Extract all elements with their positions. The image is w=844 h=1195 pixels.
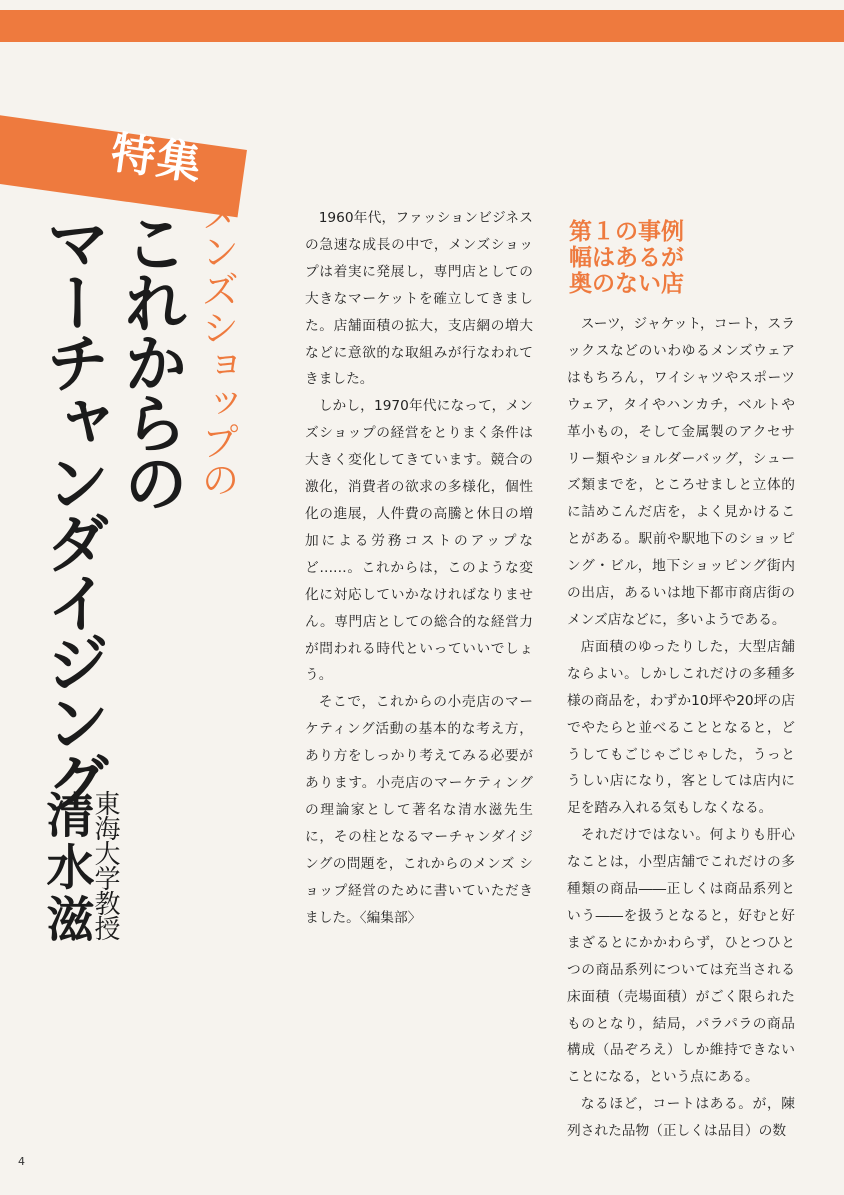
case1-heading	[569, 219, 684, 297]
title-line-1: これからの	[113, 210, 187, 510]
title-line-2: マーチャンダイジング	[35, 210, 109, 810]
case1-heading-line: 第１の事例	[569, 219, 684, 245]
body-paragraph: スーツ，ジャケット，コート，スラックスなどのいわゆるメンズウェアはもちろん，ワイシャツやスポーツウェア，タイやハンカチ，ベルトや革小もの，そして金属製のアクセサリー類やショルダーバッグ，シューズ類までを，ところせましと立体的に詰めこんだ店を，よく見かけることがある。駅前や駅地下のショッピング・ビル，地下ショッピング街内の出店，あるいは地下都市商店街のメンズ店などに，多いようである。	[567, 316, 795, 628]
body-paragraph: 店面積のゆったりした，大型店舗ならよい。しかしこれだけの多種多様の商品を，わずか10坪や20坪の店でやたらと並べることとなると，どうしてもごじゃごじゃした，うっとうしい店になり，客としては店内に足を踏み入れる気もしなくなる。	[567, 638, 795, 817]
page-number: 4	[18, 1155, 25, 1168]
lead-paragraph: 1960年代，ファッションビジネスの急速な成長の中で，メンズショップは着実に発展し，専門店としての大きなマーケットを確立してきました。店舗面積の拡大，支店網の増大などに意欲的な取組みが行なわれてきました。	[305, 210, 533, 388]
body-paragraph: なるほど，コートはある。が，陳列された品物（正しくは品目）の数	[567, 1096, 795, 1140]
lead-paragraph: しかし，1970年代になって，メンズショップの経営をとりまく条件は大きく変化してきています。競合の激化，消費者の欲求の多様化，個性化の進展，人件費の高騰と休日の増加による労務コストのアップなど……。これからは，このような変化に対応していかなければなりません。専門店としての総合的な経営力が問われる時代といっていいでしょう。	[305, 398, 533, 684]
case1-heading-line: 幅はあるが	[569, 245, 684, 271]
body-paragraph: それだけではない。何よりも肝心なことは，小型店舗でこれだけの多種類の商品――正しくは商品系列という――を扱うとなると，好むと好まざるとにかかわらず，ひとつひとつの商品系列については充当される床面積（売場面積）がごく限られたものとなり，結局，パラパラの商品構成（品ぞろえ）しか維持できないことになる，という点にある。	[567, 827, 795, 1086]
feature-label: 特集	[107, 127, 207, 191]
case1-heading-line: 奥のない店	[569, 271, 684, 297]
top-color-band	[0, 10, 844, 42]
author-name: 清水滋	[38, 790, 94, 946]
author-affiliation: 東海大学教授	[90, 790, 120, 940]
lead-paragraph: そこで，これからの小売店のマーケティング活動の基本的な考え方，あり方をしっかり考えてみる必要があります。小売店のマーケティングの理論家として著名な清水滋先生に，その柱となるマーチャンダイジングの問題を，これからのメンズ ショップ経営のために書いていただきました。〈編集部〉	[305, 694, 533, 926]
title-subtitle: メンズショップの	[195, 194, 239, 498]
case1-body	[567, 311, 795, 1145]
lead-text	[305, 205, 533, 931]
